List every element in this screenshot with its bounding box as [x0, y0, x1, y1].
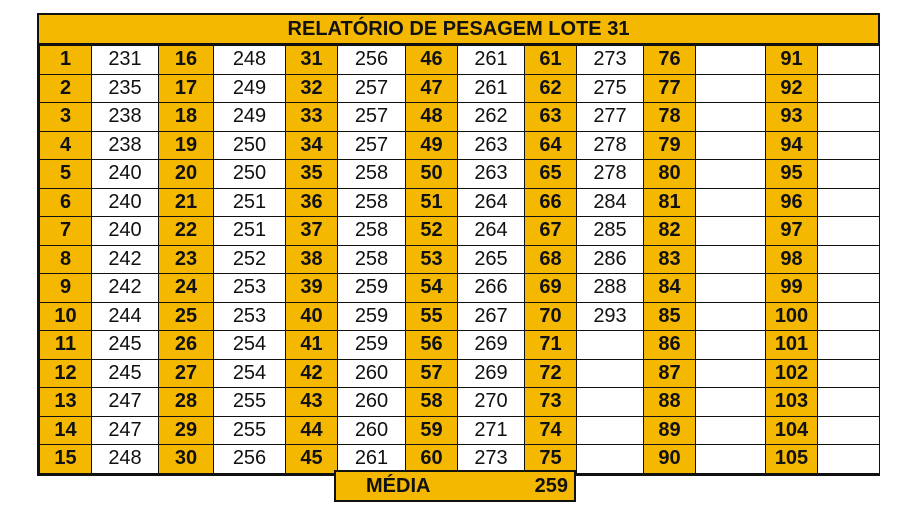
- weight-cell: [818, 217, 880, 246]
- animal-number-cell: 15: [40, 445, 92, 474]
- animal-number-cell: 27: [159, 359, 214, 388]
- animal-number-cell: 65: [525, 160, 577, 189]
- animal-number-cell: 20: [159, 160, 214, 189]
- animal-number-cell: 80: [644, 160, 696, 189]
- weight-cell: 269: [458, 359, 525, 388]
- animal-number-cell: 91: [766, 46, 818, 75]
- weight-cell: [577, 388, 644, 417]
- animal-number-cell: 59: [406, 416, 458, 445]
- animal-number-cell: 102: [766, 359, 818, 388]
- weight-cell: 258: [338, 188, 406, 217]
- animal-number-cell: 48: [406, 103, 458, 132]
- weight-cell: 245: [92, 331, 159, 360]
- weight-cell: 240: [92, 188, 159, 217]
- weight-cell: [696, 245, 766, 274]
- weight-cell: 248: [92, 445, 159, 474]
- weight-cell: 284: [577, 188, 644, 217]
- animal-number-cell: 21: [159, 188, 214, 217]
- table-row: [40, 388, 880, 417]
- weight-cell: 256: [214, 445, 286, 474]
- animal-number-cell: 12: [40, 359, 92, 388]
- table-row: [40, 416, 880, 445]
- weight-cell: [696, 74, 766, 103]
- table-row: [40, 160, 880, 189]
- animal-number-cell: 94: [766, 131, 818, 160]
- animal-number-cell: 101: [766, 331, 818, 360]
- animal-number-cell: 98: [766, 245, 818, 274]
- weight-cell: [818, 103, 880, 132]
- weight-cell: [696, 131, 766, 160]
- weight-cell: [818, 245, 880, 274]
- animal-number-cell: 33: [286, 103, 338, 132]
- animal-number-cell: 36: [286, 188, 338, 217]
- weight-cell: 257: [338, 131, 406, 160]
- animal-number-cell: 35: [286, 160, 338, 189]
- weight-cell: 261: [458, 46, 525, 75]
- weight-cell: 261: [458, 74, 525, 103]
- animal-number-cell: 104: [766, 416, 818, 445]
- animal-number-cell: 2: [40, 74, 92, 103]
- animal-number-cell: 23: [159, 245, 214, 274]
- animal-number-cell: 3: [40, 103, 92, 132]
- animal-number-cell: 18: [159, 103, 214, 132]
- weight-cell: 278: [577, 131, 644, 160]
- weight-cell: 255: [214, 416, 286, 445]
- weight-cell: 263: [458, 131, 525, 160]
- weight-cell: 257: [338, 74, 406, 103]
- weight-cell: 251: [214, 188, 286, 217]
- animal-number-cell: 19: [159, 131, 214, 160]
- animal-number-cell: 50: [406, 160, 458, 189]
- animal-number-cell: 81: [644, 188, 696, 217]
- weight-cell: [818, 188, 880, 217]
- table-row: [40, 74, 880, 103]
- animal-number-cell: 9: [40, 274, 92, 303]
- weighing-table: [39, 45, 880, 474]
- average-label: MÉDIA: [366, 474, 431, 497]
- weight-cell: 244: [92, 302, 159, 331]
- animal-number-cell: 17: [159, 74, 214, 103]
- animal-number-cell: 85: [644, 302, 696, 331]
- weight-cell: 247: [92, 388, 159, 417]
- animal-number-cell: 82: [644, 217, 696, 246]
- weight-cell: 286: [577, 245, 644, 274]
- weight-cell: 278: [577, 160, 644, 189]
- animal-number-cell: 41: [286, 331, 338, 360]
- weight-cell: 255: [214, 388, 286, 417]
- weight-cell: 259: [338, 274, 406, 303]
- report-title: RELATÓRIO DE PESAGEM LOTE 31: [39, 15, 878, 45]
- table-row: [40, 274, 880, 303]
- weight-cell: [818, 131, 880, 160]
- weight-cell: 249: [214, 103, 286, 132]
- animal-number-cell: 39: [286, 274, 338, 303]
- animal-number-cell: 46: [406, 46, 458, 75]
- weight-cell: 264: [458, 217, 525, 246]
- weight-cell: [818, 416, 880, 445]
- animal-number-cell: 58: [406, 388, 458, 417]
- weight-cell: 260: [338, 416, 406, 445]
- animal-number-cell: 66: [525, 188, 577, 217]
- animal-number-cell: 76: [644, 46, 696, 75]
- weight-cell: 253: [214, 302, 286, 331]
- animal-number-cell: 7: [40, 217, 92, 246]
- animal-number-cell: 105: [766, 445, 818, 474]
- animal-number-cell: 37: [286, 217, 338, 246]
- animal-number-cell: 75: [525, 445, 577, 474]
- animal-number-cell: 78: [644, 103, 696, 132]
- animal-number-cell: 24: [159, 274, 214, 303]
- weight-cell: 258: [338, 245, 406, 274]
- animal-number-cell: 67: [525, 217, 577, 246]
- animal-number-cell: 54: [406, 274, 458, 303]
- weight-cell: 257: [338, 103, 406, 132]
- animal-number-cell: 32: [286, 74, 338, 103]
- weight-cell: [696, 416, 766, 445]
- weight-cell: 254: [214, 359, 286, 388]
- weight-cell: [818, 160, 880, 189]
- weight-cell: 252: [214, 245, 286, 274]
- animal-number-cell: 57: [406, 359, 458, 388]
- animal-number-cell: 61: [525, 46, 577, 75]
- animal-number-cell: 74: [525, 416, 577, 445]
- animal-number-cell: 34: [286, 131, 338, 160]
- weight-cell: 267: [458, 302, 525, 331]
- weight-cell: 285: [577, 217, 644, 246]
- weight-cell: 231: [92, 46, 159, 75]
- weight-cell: [696, 445, 766, 474]
- animal-number-cell: 92: [766, 74, 818, 103]
- weight-cell: 259: [338, 331, 406, 360]
- weight-cell: [696, 188, 766, 217]
- animal-number-cell: 93: [766, 103, 818, 132]
- animal-number-cell: 56: [406, 331, 458, 360]
- weight-cell: 269: [458, 331, 525, 360]
- animal-number-cell: 52: [406, 217, 458, 246]
- animal-number-cell: 86: [644, 331, 696, 360]
- animal-number-cell: 25: [159, 302, 214, 331]
- weight-cell: 260: [338, 359, 406, 388]
- animal-number-cell: 64: [525, 131, 577, 160]
- animal-number-cell: 53: [406, 245, 458, 274]
- weight-cell: 242: [92, 245, 159, 274]
- animal-number-cell: 13: [40, 388, 92, 417]
- weight-cell: 288: [577, 274, 644, 303]
- weight-cell: 258: [338, 217, 406, 246]
- weight-cell: 260: [338, 388, 406, 417]
- animal-number-cell: 1: [40, 46, 92, 75]
- weight-cell: [696, 388, 766, 417]
- weight-cell: 265: [458, 245, 525, 274]
- animal-number-cell: 38: [286, 245, 338, 274]
- animal-number-cell: 14: [40, 416, 92, 445]
- weight-cell: 242: [92, 274, 159, 303]
- animal-number-cell: 84: [644, 274, 696, 303]
- animal-number-cell: 99: [766, 274, 818, 303]
- table-row: [40, 445, 880, 474]
- animal-number-cell: 79: [644, 131, 696, 160]
- weight-cell: 270: [458, 388, 525, 417]
- weight-cell: 256: [338, 46, 406, 75]
- animal-number-cell: 44: [286, 416, 338, 445]
- animal-number-cell: 49: [406, 131, 458, 160]
- table-row: [40, 217, 880, 246]
- animal-number-cell: 55: [406, 302, 458, 331]
- weight-cell: 266: [458, 274, 525, 303]
- animal-number-cell: 89: [644, 416, 696, 445]
- animal-number-cell: 6: [40, 188, 92, 217]
- animal-number-cell: 70: [525, 302, 577, 331]
- animal-number-cell: 62: [525, 74, 577, 103]
- table-row: [40, 245, 880, 274]
- animal-number-cell: 4: [40, 131, 92, 160]
- weight-cell: 240: [92, 160, 159, 189]
- average-box: [334, 470, 576, 502]
- weight-cell: [696, 217, 766, 246]
- weight-cell: [818, 359, 880, 388]
- animal-number-cell: 43: [286, 388, 338, 417]
- animal-number-cell: 10: [40, 302, 92, 331]
- weighing-report-sheet: [37, 13, 880, 476]
- weight-cell: 238: [92, 103, 159, 132]
- weight-cell: 273: [577, 46, 644, 75]
- weight-cell: [818, 445, 880, 474]
- animal-number-cell: 42: [286, 359, 338, 388]
- weight-cell: 240: [92, 217, 159, 246]
- animal-number-cell: 5: [40, 160, 92, 189]
- animal-number-cell: 60: [406, 445, 458, 474]
- animal-number-cell: 103: [766, 388, 818, 417]
- weight-cell: 245: [92, 359, 159, 388]
- weight-cell: [818, 302, 880, 331]
- table-row: [40, 302, 880, 331]
- animal-number-cell: 95: [766, 160, 818, 189]
- animal-number-cell: 29: [159, 416, 214, 445]
- weight-cell: [577, 445, 644, 474]
- weight-cell: 259: [338, 302, 406, 331]
- weight-cell: [577, 416, 644, 445]
- weight-cell: [696, 274, 766, 303]
- animal-number-cell: 73: [525, 388, 577, 417]
- weight-cell: 253: [214, 274, 286, 303]
- weight-cell: [696, 160, 766, 189]
- animal-number-cell: 31: [286, 46, 338, 75]
- animal-number-cell: 45: [286, 445, 338, 474]
- weight-cell: [696, 331, 766, 360]
- average-value: 259: [534, 474, 568, 497]
- weight-cell: [577, 359, 644, 388]
- table-row: [40, 188, 880, 217]
- weight-cell: [577, 331, 644, 360]
- animal-number-cell: 100: [766, 302, 818, 331]
- weight-cell: 261: [338, 445, 406, 474]
- animal-number-cell: 68: [525, 245, 577, 274]
- animal-number-cell: 69: [525, 274, 577, 303]
- weight-cell: 262: [458, 103, 525, 132]
- animal-number-cell: 71: [525, 331, 577, 360]
- weight-cell: 275: [577, 74, 644, 103]
- animal-number-cell: 11: [40, 331, 92, 360]
- weight-cell: 273: [458, 445, 525, 474]
- weight-cell: 271: [458, 416, 525, 445]
- weight-cell: 254: [214, 331, 286, 360]
- weight-cell: 249: [214, 74, 286, 103]
- animal-number-cell: 88: [644, 388, 696, 417]
- weight-cell: 293: [577, 302, 644, 331]
- weight-cell: [696, 359, 766, 388]
- animal-number-cell: 30: [159, 445, 214, 474]
- table-row: [40, 131, 880, 160]
- weight-cell: 258: [338, 160, 406, 189]
- weight-cell: 250: [214, 160, 286, 189]
- animal-number-cell: 97: [766, 217, 818, 246]
- animal-number-cell: 96: [766, 188, 818, 217]
- weight-cell: [818, 274, 880, 303]
- animal-number-cell: 83: [644, 245, 696, 274]
- animal-number-cell: 90: [644, 445, 696, 474]
- animal-number-cell: 28: [159, 388, 214, 417]
- weight-cell: [818, 74, 880, 103]
- weight-cell: [818, 388, 880, 417]
- weight-cell: [696, 302, 766, 331]
- weight-cell: 250: [214, 131, 286, 160]
- weight-cell: 264: [458, 188, 525, 217]
- animal-number-cell: 8: [40, 245, 92, 274]
- weight-cell: 248: [214, 46, 286, 75]
- weight-cell: [696, 103, 766, 132]
- animal-number-cell: 63: [525, 103, 577, 132]
- weight-cell: 251: [214, 217, 286, 246]
- animal-number-cell: 26: [159, 331, 214, 360]
- weight-cell: 238: [92, 131, 159, 160]
- table-row: [40, 359, 880, 388]
- weight-cell: [696, 46, 766, 75]
- weight-cell: [818, 46, 880, 75]
- weight-cell: 247: [92, 416, 159, 445]
- table-row: [40, 331, 880, 360]
- weight-cell: 277: [577, 103, 644, 132]
- weight-cell: 235: [92, 74, 159, 103]
- table-row: [40, 103, 880, 132]
- weight-cell: 263: [458, 160, 525, 189]
- animal-number-cell: 16: [159, 46, 214, 75]
- animal-number-cell: 22: [159, 217, 214, 246]
- weight-cell: [818, 331, 880, 360]
- animal-number-cell: 72: [525, 359, 577, 388]
- table-row: [40, 46, 880, 75]
- animal-number-cell: 40: [286, 302, 338, 331]
- animal-number-cell: 47: [406, 74, 458, 103]
- animal-number-cell: 51: [406, 188, 458, 217]
- animal-number-cell: 87: [644, 359, 696, 388]
- animal-number-cell: 77: [644, 74, 696, 103]
